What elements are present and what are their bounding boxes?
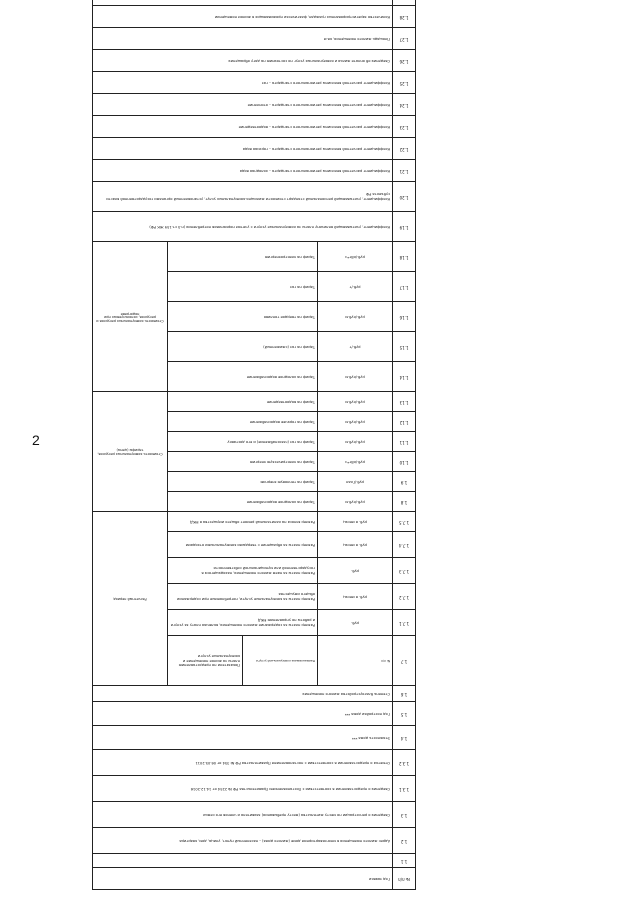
- row-number: 1.4: [393, 726, 416, 750]
- table-row: [93, 686, 416, 702]
- section-title: Расчетный период: [93, 512, 168, 686]
- row-number: 1.3.1: [393, 776, 416, 802]
- row-number: 1.2: [393, 828, 416, 854]
- row-number: 1.25: [393, 72, 416, 94]
- unit-cell: руб./куб.м: [318, 392, 393, 412]
- row-number: 1.27: [393, 28, 416, 50]
- row-number: 1.16: [393, 302, 416, 332]
- row-label: Размер платы за коммунальные услуги, потребляемые при содержании общего имущества: [168, 584, 318, 610]
- table-row: [93, 868, 416, 890]
- row-label: Площадь жилого помещения, кв.м: [93, 28, 393, 50]
- table-row: [93, 702, 416, 726]
- row-label: Размер взноса на капитальный ремонт общего имущества в МКД: [168, 512, 318, 532]
- row-number: 1.6: [393, 686, 416, 702]
- row-label: Год заявки: [93, 868, 393, 890]
- row-label: Адрес жилого помещения в многоквартирном доме (жилого дома) – населенный пункт, улица, дом, квартира: [93, 828, 393, 854]
- row-number: 1.20: [393, 182, 416, 212]
- row-label: [93, 854, 393, 868]
- row-number: 1.3: [393, 802, 416, 828]
- row-label: Коэффициент расчетной величины регионального стандарта – горячая вода: [93, 138, 393, 160]
- table-row: [93, 802, 416, 828]
- row-number: 1.22: [393, 138, 416, 160]
- unit-cell: руб./куб.м: [318, 302, 393, 332]
- unit-cell: руб.: [318, 558, 393, 584]
- row-label: Тариф на горячее водоснабжение: [168, 412, 318, 432]
- row-number: 1.9: [393, 472, 416, 492]
- row-label: Тариф на электрическую энергию: [168, 452, 318, 472]
- application-form-sheet: [92, 12, 416, 890]
- unit-cell: руб./куб.м: [318, 412, 393, 432]
- row-number: 1.13: [393, 392, 416, 412]
- row-number: 1.10: [393, 452, 416, 472]
- row-number: 1.14: [393, 362, 416, 392]
- row-number: 1.21: [393, 160, 416, 182]
- application-form-table: [92, 0, 416, 890]
- row-label: [93, 0, 393, 6]
- table-row: [93, 212, 416, 242]
- row-number: 1.5: [393, 702, 416, 726]
- row-number: № п/п: [393, 868, 416, 890]
- row-number: 1.12: [393, 412, 416, 432]
- row-number: 1.7.3: [393, 558, 416, 584]
- table-row: [93, 94, 416, 116]
- row-number: 1.28: [393, 6, 416, 28]
- row-label: Сведения о предоставлении в соответствии с Постановлением Правительства РФ № 2254 от 14.12.2016: [93, 776, 393, 802]
- row-label: Год постройки дома ***: [93, 702, 393, 726]
- row-label: Тариф на газ: [168, 272, 318, 302]
- row-label: Степень благоустройства жилого помещения: [93, 686, 393, 702]
- row-label: Коэффициент, учитывающий величину платы за коммунальные услуги с учетом нормативов потребления (п.5 ст.159 ЖК РФ): [93, 212, 393, 242]
- row-label: Размер платы за обращение с твердыми коммунальными отходами: [168, 532, 318, 558]
- row-number: 1.1: [393, 854, 416, 868]
- row-label: Сведения об оплате жилья и коммунальных услуг по состоянию на дату обращения: [93, 50, 393, 72]
- table-row: [93, 750, 416, 776]
- row-label: Размер платы за наем жилого помещения, находящегося в государственной или муниципальной собственности: [168, 558, 318, 584]
- row-label: Коэффициент расчетной величины регионального стандарта – газ: [93, 72, 393, 94]
- row-number: 1.15: [393, 332, 416, 362]
- unit-cell: руб./куб.м: [318, 492, 393, 512]
- row-number: 1.26: [393, 50, 416, 72]
- row-label: Тариф на тепловую энергию: [168, 472, 318, 492]
- table-row: [93, 160, 416, 182]
- row-number: 1.17: [393, 272, 416, 302]
- row-label: Тариф на газ (газоснабжение) и его доставку: [168, 432, 318, 452]
- row-label: Сведения о регистрации по месту жительства (месту пребывания) заявителя и членов его семьи: [93, 802, 393, 828]
- row-label: Размер платы за содержание жилого помещения, включая плату за услуги и работы по управлению МКД: [168, 610, 318, 636]
- table-row: [93, 636, 416, 686]
- row-number: 1.18: [393, 242, 416, 272]
- row-label: Коэффициент расчетной величины регионального стандарта – водоотведение: [93, 116, 393, 138]
- table-row: [93, 726, 416, 750]
- table-row: [93, 182, 416, 212]
- table-row: [93, 50, 416, 72]
- row-label: Тариф на водоотведение: [168, 392, 318, 412]
- page-number: 2: [32, 432, 40, 448]
- table-row: [93, 6, 416, 28]
- row-label: Коэффициент расчетной величины регионального стандарта – отопление: [93, 94, 393, 116]
- table-row: [93, 854, 416, 868]
- table-row: [93, 362, 416, 392]
- row-number: 1.7.2: [393, 584, 416, 610]
- row-number: 1.7.5: [393, 512, 416, 532]
- unit-cell: руб./кВт*ч: [318, 242, 393, 272]
- row-number: 1.3.2: [393, 750, 416, 776]
- unit-cell: руб.: [318, 610, 393, 636]
- row-label: Коэффициент, учитывающий региональный стандарт стоимости жилищно-коммунальных услуг, установленный органами государственной власти субъекта РФ: [93, 182, 393, 212]
- section-title: Стоимость коммунальных ресурсов, тарифы (цены): [93, 392, 168, 512]
- unit-cell: руб./Гкал: [318, 472, 393, 492]
- row-label: Тариф на газ (сжиженный): [168, 332, 318, 362]
- row-label: Тариф на холодное водоснабжение: [168, 362, 318, 392]
- table-row: [93, 138, 416, 160]
- table-row: [93, 0, 416, 6]
- row-label: Количество зарегистрированных граждан, фактически проживающих в жилом помещении: [93, 6, 393, 28]
- unit-cell: руб./т: [318, 332, 393, 362]
- table-row: [93, 776, 416, 802]
- row-number: 1.7.1: [393, 610, 416, 636]
- row-label: Тариф на электроэнергию: [168, 242, 318, 272]
- row-number: [393, 0, 416, 6]
- unit-cell: руб./кВт*ч: [318, 452, 393, 472]
- unit-cell: руб./куб.м: [318, 362, 393, 392]
- row-number: 1.11: [393, 432, 416, 452]
- table-row: [93, 72, 416, 94]
- section-title: Стоимость коммунальных ресурсов и ресурсов, используемых при подогреве: [93, 242, 168, 392]
- unit-cell: руб. в месяц: [318, 584, 393, 610]
- unit-cell: руб./куб.м: [318, 432, 393, 452]
- column-header: № п/п: [318, 636, 393, 686]
- row-label: Этажность дома ***: [93, 726, 393, 750]
- unit-cell: руб. в месяц: [318, 512, 393, 532]
- row-number: 1.7.4: [393, 532, 416, 558]
- table-row: [93, 828, 416, 854]
- row-label: Тариф на твердое топливо: [168, 302, 318, 332]
- column-header: Наименование коммунальной услуги: [243, 636, 318, 686]
- row-label: Отметка о предоставлении в соответствии с постановлением Правительства РФ № 354 от 06.05.2011: [93, 750, 393, 776]
- row-label: Показатели по предоставлению платы за жилое помещение и коммунальные услуги: [168, 636, 243, 686]
- row-label: Тариф на холодное водоснабжение: [168, 492, 318, 512]
- table-row: [93, 492, 416, 512]
- unit-cell: руб./т: [318, 272, 393, 302]
- unit-cell: руб. в месяц: [318, 532, 393, 558]
- row-number: 1.19: [393, 212, 416, 242]
- row-number: 1.23: [393, 116, 416, 138]
- table-row: [93, 28, 416, 50]
- row-number: 1.24: [393, 94, 416, 116]
- row-label: Коэффициент расчетной величины регионального стандарта – холодная вода: [93, 160, 393, 182]
- table-row: [93, 116, 416, 138]
- row-number: 1.8: [393, 492, 416, 512]
- row-number: 1.7: [393, 636, 416, 686]
